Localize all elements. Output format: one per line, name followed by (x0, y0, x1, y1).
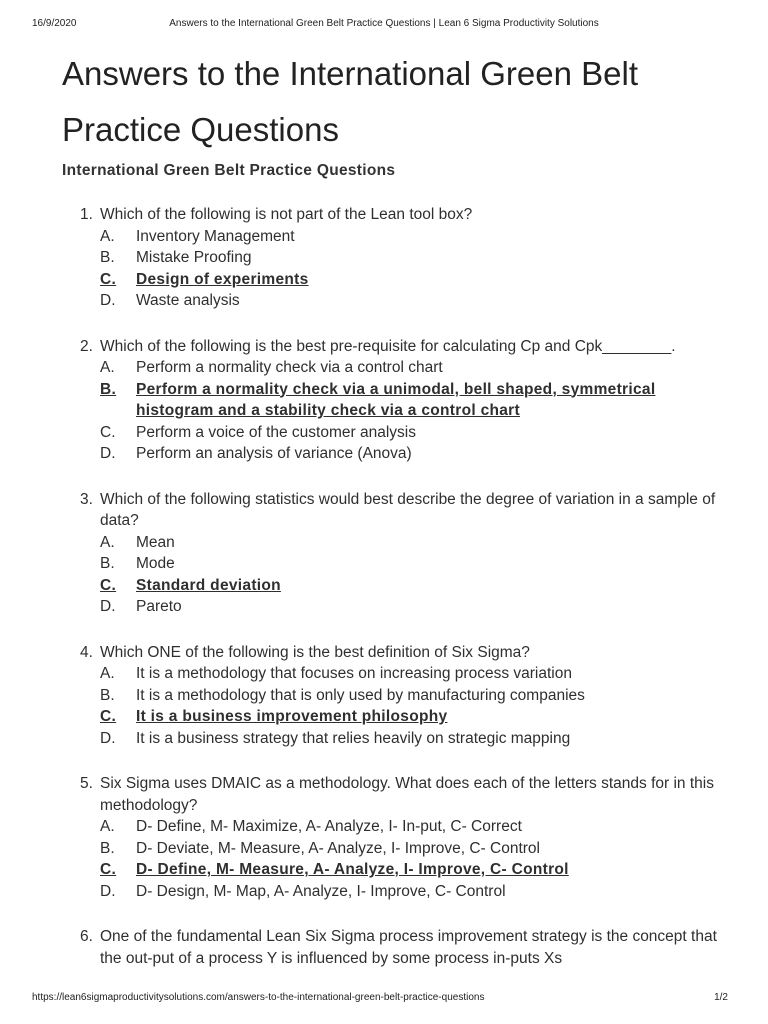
question-number: 4. (80, 643, 93, 661)
answer-letter: C. (100, 423, 116, 441)
answer-option (100, 596, 722, 618)
answer-letter: A. (100, 359, 115, 376)
answer-text: Perform a normality check via a unimodal, bell shaped, symmetrical histogram and a stability check via a control chart (136, 380, 656, 419)
question-text: Six Sigma uses DMAIC as a methodology. What does each of the letters stands for in this methodology? (100, 775, 714, 814)
answer-option (100, 838, 722, 860)
answer-text: It is a methodology that is only used by manufacturing companies (136, 686, 585, 704)
question-number: 6. (80, 928, 93, 945)
answer-options (100, 226, 722, 312)
question-5 (62, 773, 722, 902)
answer-text: Design of experiments (136, 270, 309, 288)
answer-letter: D. (100, 882, 116, 900)
answer-option-correct (100, 575, 722, 597)
question-number: 3. (80, 490, 93, 508)
answer-option (100, 226, 722, 248)
question-number: 1. (80, 206, 93, 223)
answer-options (100, 532, 722, 618)
answer-options (100, 663, 722, 749)
answer-text: Mode (136, 555, 175, 572)
answer-text: Perform a normality check via a control chart (136, 359, 443, 376)
answer-text: Perform an analysis of variance (Anova) (136, 445, 412, 462)
answer-option (100, 422, 722, 444)
print-footer (32, 992, 736, 1006)
page-subtitle: International Green Belt Practice Questions (62, 162, 396, 179)
answer-option (100, 443, 722, 465)
answer-letter: B. (100, 380, 117, 398)
answer-option-correct (100, 379, 722, 422)
question-6 (62, 926, 722, 969)
answer-letter: A. (100, 818, 115, 835)
answer-option (100, 532, 722, 554)
question-3 (62, 489, 722, 618)
answer-option (100, 247, 722, 269)
answer-option-correct (100, 269, 722, 291)
question-text: Which ONE of the following is the best definition of Six Sigma? (100, 643, 530, 661)
answer-option (100, 553, 722, 575)
print-header (32, 18, 736, 32)
answer-text: Standard deviation (136, 576, 281, 594)
answer-option (100, 290, 722, 312)
answer-letter: D. (100, 729, 116, 747)
question-text: One of the fundamental Lean Six Sigma process improvement strategy is the concept that the out-put of a process Y is influenced by some process in-puts Xs (100, 928, 717, 967)
answer-text: It is a methodology that focuses on increasing process variation (136, 665, 572, 682)
answer-option (100, 357, 722, 379)
answer-letter: C. (100, 708, 117, 725)
question-text: Which of the following statistics would best describe the degree of variation in a sample of data? (100, 490, 716, 529)
answer-text: It is a business strategy that relies heavily on strategic mapping (136, 729, 571, 747)
answer-option (100, 816, 722, 838)
answer-text: Pareto (136, 598, 182, 615)
question-number: 5. (80, 775, 93, 792)
answer-letter: A. (100, 533, 115, 551)
answer-text: Mistake Proofing (136, 249, 252, 266)
answer-letter: A. (100, 665, 115, 682)
answer-text: D- Deviate, M- Measure, A- Analyze, I- Improve, C- Control (136, 839, 540, 857)
answer-option-correct (100, 706, 722, 728)
answer-options (100, 816, 722, 902)
page-url: https://lean6sigmaproductivitysolutions.com/answers-to-the-international-green-belt-practice-questions (32, 992, 485, 1003)
question-text: Which of the following is not part of the Lean tool box? (100, 206, 473, 223)
answer-letter: A. (100, 227, 115, 245)
print-document-title: Answers to the International Green Belt Practice Questions | Lean 6 Sigma Productivity Solutions (169, 18, 599, 29)
answer-letter: C. (100, 270, 117, 288)
answer-options (100, 357, 722, 465)
answer-option-correct (100, 859, 722, 881)
answer-text: Perform a voice of the customer analysis (136, 423, 416, 441)
print-date: 16/9/2020 (32, 18, 77, 29)
answer-text: Inventory Management (136, 227, 295, 245)
answer-letter: D. (100, 292, 116, 309)
question-2 (62, 336, 722, 465)
answer-letter: B. (100, 555, 115, 572)
answer-letter: C. (100, 861, 117, 878)
answer-text: D- Define, M- Measure, A- Analyze, I- Improve, C- Control (136, 861, 569, 878)
answer-text: Waste analysis (136, 292, 240, 309)
answer-text: It is a business improvement philosophy (136, 708, 448, 725)
question-4 (62, 642, 722, 750)
question-list (62, 204, 722, 969)
answer-letter: D. (100, 445, 116, 462)
page-number: 1/2 (714, 992, 728, 1003)
answer-letter: B. (100, 249, 115, 266)
answer-text: Mean (136, 533, 175, 551)
question-number: 2. (80, 337, 93, 355)
page-content (62, 46, 722, 993)
question-1 (62, 204, 722, 312)
answer-letter: C. (100, 576, 117, 594)
page-title: Answers to the International Green Belt Practice Questions (62, 55, 638, 148)
answer-option (100, 881, 722, 903)
answer-text: D- Design, M- Map, A- Analyze, I- Improve, C- Control (136, 882, 506, 900)
answer-text: D- Define, M- Maximize, A- Analyze, I- In-put, C- Correct (136, 818, 522, 835)
answer-letter: B. (100, 839, 115, 857)
answer-option (100, 685, 722, 707)
answer-letter: B. (100, 686, 115, 704)
answer-option (100, 728, 722, 750)
question-text: Which of the following is the best pre-requisite for calculating Cp and Cpk________. (100, 337, 676, 355)
answer-letter: D. (100, 598, 116, 615)
answer-option (100, 663, 722, 685)
